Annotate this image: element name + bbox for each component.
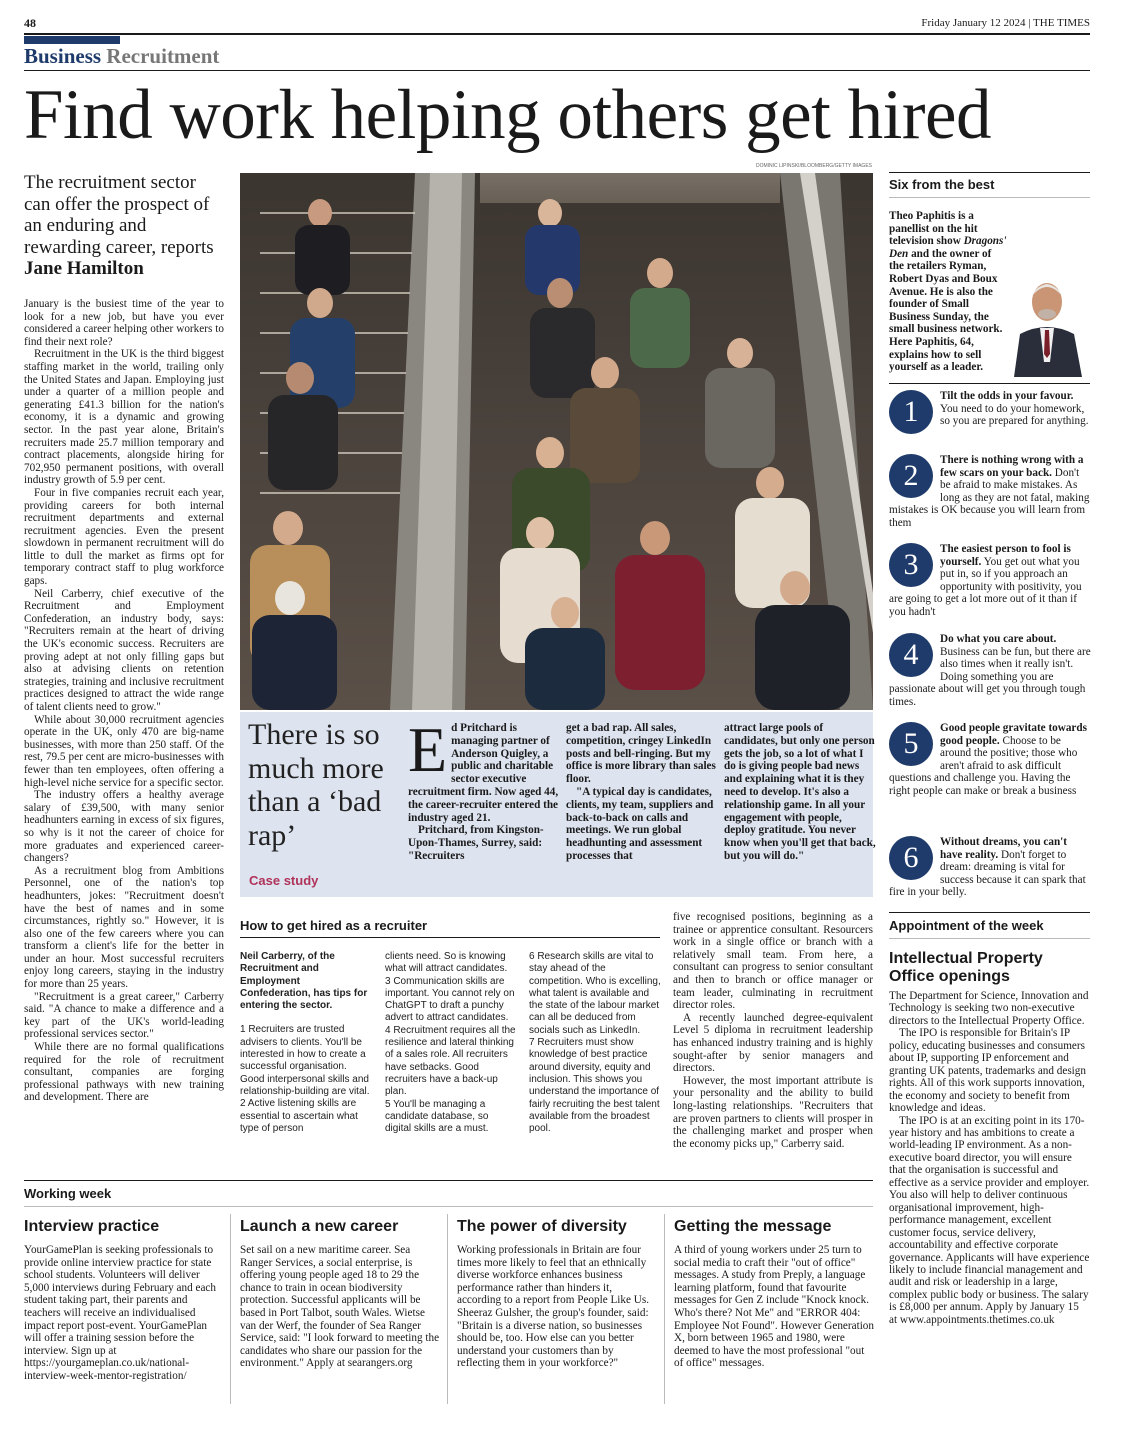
how-to-tip: 1 Recruiters are trusted advisers to clients. You'll be interested in how to create a successful organisation. Good interpersonal skills and relationship-building are vital. <box>240 1024 370 1097</box>
tip-5 <box>889 722 1091 798</box>
appointment-heading: Intellectual Property Office openings <box>889 950 1043 985</box>
six-best-intro-b: and the owner of the retailers Ryman, Robert Dyas and Boux Avenue. He is also the founder of Small Business Sunday, the small business network. Here Paphitis, 64, explains how to sell yourself as a leader. <box>889 247 1003 374</box>
top-rule <box>24 33 1090 35</box>
dateline: Friday January 12 2024 | THE TIMES <box>921 17 1090 29</box>
headline: Find work helping others get hired <box>24 76 991 154</box>
tip-heading: Tilt the odds in your favour. <box>940 390 1074 402</box>
case-study-paragraph: d Pritchard is managing partner of Anderson Quigley, a public and charitable sector executive recruitment firm. Now aged 44, the career-recruiter entered the industry aged 21. <box>408 722 559 824</box>
tip-number-badge: 3 <box>889 543 933 587</box>
article-paragraph: Neil Carberry, chief executive of the Recruitment and Employment Confederation, an industry body, says: "Recruiters remain at the heart of driving the UK's economic success. Recruiters are proving adept at not only filling gaps but also at advising clients on retention strategies, training and inclusive recruitment practices designed to attract the wide range of talent clients need to grow." <box>24 587 224 713</box>
photo-credit: DOMINIC LIPINSKI/BLOOMBERG/GETTY IMAGES <box>755 163 872 169</box>
appointment-paragraph: The IPO is at an exciting point in its 170-year history and has ambitions to create a world-leading IP environment. As a non-executive board director, you will ensure that the organisation is successful and effective as a service provider and employer. You also will help to deliver continuous organisational improvement, high-performance management, excellent customer focus, service delivery, accountability and effective corporate governance. Applicants will have experience likely to include financial management and audit and risk or leadership in a large, complex public body or business. The salary is £8,000 per annum. Apply by January 15 <box>889 1114 1090 1314</box>
how-to-tip: 3 Communication skills are important. You cannot rely on ChatGPT to draft a punchy advert to attract candidates. <box>385 975 515 1024</box>
standfirst-text: The recruitment sector can offer the prospect of an enduring and rewarding career, reports <box>24 172 214 258</box>
tip-text: Don't be afraid to make mistakes. As long as they are not fatal, making mistakes is OK because you will learn from them <box>889 466 1090 529</box>
case-study-paragraph: get a bad rap. All sales, competition, cringey LinkedIn posts and bell-ringing. But my office is more library than sales floor. <box>566 722 716 786</box>
working-week-heading: Interview practice <box>24 1218 160 1235</box>
how-to-tip: 4 Recruitment requires all the resilience and lateral thinking of a sales role. All recruiters have setbacks. Good recruiters have a back-up plan. <box>385 1024 516 1098</box>
how-to-tip: 5 You'll be managing a candidate database, so digital skills are a must. <box>385 1098 489 1135</box>
working-week-title: Working week <box>24 1186 112 1201</box>
tip-text: You need to do your homework, so you are prepared for anything. <box>940 402 1089 428</box>
case-study-column-3 <box>724 722 876 863</box>
tip-number-badge: 4 <box>889 633 933 677</box>
page-number: 48 <box>24 16 36 30</box>
sidebar-rule <box>889 383 1090 384</box>
how-to-intro: Neil Carberry, of the Recruitment and Employment Confederation, has tips for entering the sector. <box>240 951 368 1012</box>
working-week-rule <box>24 1180 873 1181</box>
article-paragraph: January is the busiest time of the year to look for a new job, but have you ever considered a career helping other workers to find their next role? <box>24 298 224 348</box>
how-to-rule <box>240 937 660 938</box>
case-study-paragraph: attract large pools of candidates, but only one person gets the job, so a lot of what I do is giving people bad news and explaining what it is they need to develop. It's also a relationship game. In all your engagement with people, deploy gratitude. You never know when you'll get that back, but you will do." <box>724 722 876 862</box>
tip-2 <box>889 454 1091 530</box>
article-paragraph: A recently launched degree-equivalent Level 5 diploma in recruitment leadership has enhanced industry training and is highly sought-after by senior managers and directors. <box>673 1011 873 1075</box>
byline: Jane Hamilton <box>24 258 144 279</box>
case-study-column-2 <box>566 722 718 863</box>
tip-text: You get out what you put in, so if you approach an opportunity with positivity, you are going to get a lot more out of it than if you hadn't <box>889 555 1082 618</box>
standfirst <box>24 172 224 280</box>
article-paragraph: The industry offers a healthy average salary of £39,500, with many senior headhunters earning in excess of six figures, so why is it not the career of choice for more graduates and experienced career-changers? <box>24 789 224 865</box>
working-week-heading: Launch a new career <box>240 1218 399 1235</box>
appointment-body <box>889 990 1090 1326</box>
section-name: Business <box>24 44 102 68</box>
tip-6 <box>889 836 1091 899</box>
six-best-title: Six from the best <box>889 177 995 192</box>
tip-number-badge: 6 <box>889 836 933 880</box>
working-week-text: Working professionals in Britain are four times more likely to feel that an ethnically diverse workforce enhances business performance rather than hinders it, according to a report from People Like Us. Sheeraz Gulsher, the group's founder, said: "Britain is a diverse nation, so businesses should be, too. How else can you better understand your customers than by reflecting them in your workforce?" <box>457 1244 649 1370</box>
how-to-column-3 <box>529 951 661 1135</box>
tip-3 <box>889 543 1091 619</box>
how-to-tip: 6 Research skills are vital to stay ahead of the competition. Who is excelling, what talent is available and the state of the labour market can all be deduced from socials such as LinkedIn. <box>529 951 661 1036</box>
tip-number-badge: 5 <box>889 722 933 766</box>
sidebar-rule <box>889 172 1090 173</box>
how-to-tip: 7 Recruiters must show knowledge of best practice around diversity, equity and inclusion. This shows you understand the importance of fairly recruiting the best talent available from the broadest pool. <box>529 1037 660 1135</box>
portrait-illustration <box>1006 262 1088 377</box>
tip-text: Don't forget to dream: dreaming is vital for success because it can spark that fire in your belly. <box>889 848 1086 899</box>
column-divider <box>230 1214 231 1404</box>
section-rule <box>24 70 1090 71</box>
section-header <box>24 44 219 69</box>
section-tab <box>24 36 120 44</box>
subsection-name: Recruitment <box>106 44 220 68</box>
tip-heading: Do what you care about. <box>940 633 1057 645</box>
case-study-paragraph: Pritchard, from Kingston-Upon-Thames, Surrey, said: "Recruiters <box>408 824 544 862</box>
how-to-tip: clients need. So is knowing what will attract candidates. <box>385 951 508 975</box>
appointment-subrule <box>889 938 1090 939</box>
column-divider <box>664 1214 665 1404</box>
tip-4 <box>889 633 1091 709</box>
working-week-text: YourGamePlan is seeking professionals to provide online interview practice for state school students. Volunteers will deliver 5,000 interviews during February and each student taking part, their parents and teachers will receive an individualised impact report post-event. YourGamePlan will offer a training session before the interview. Sign up at https://yourgameplan.co.uk/national-interview-week-mentor-registration/ <box>24 1244 216 1382</box>
article-paragraph: However, the most important attribute is your personality and the ability to build long-lasting relationships. "Recruiters that are proven partners to clients will prosper in the challenging market and prosper when the economy picks up," Carberry said. <box>673 1074 873 1150</box>
appointment-title: Appointment of the week <box>889 918 1044 933</box>
drop-cap: E <box>408 714 448 785</box>
article-paragraph: While there are no formal qualifications required for the role of recruitment consultant, companies are forging professional pathways with new training and development. There are <box>24 1041 224 1104</box>
tip-text: Choose to be around the positive; those who aren't afraid to ask difficult questions and challenge you. Having the right people can make or break a business <box>889 734 1078 797</box>
case-study-pull-quote: There is so much more than a ‘bad rap’ <box>248 718 384 852</box>
tip-heading: The easiest person to fool is yourself. <box>940 543 1071 568</box>
six-best-show: Dragons' Den <box>889 235 1007 260</box>
article-paragraph: As a recruitment blog from Ambitions Personnel, one of the nation's top headhunters, jokes: "Recruitment doesn't have the best of names and in some circumstances, rightly so." However, it is also one of the few careers where you can transform a client's life for the better in under an hour. Most successful recruiters enjoy long careers, staying in the industry for more than 25 years. <box>24 864 224 991</box>
article-continuation <box>673 911 873 1181</box>
article-paragraph: five recognised positions, beginning as a trainee or apprentice consultant. Resourcers work in a single office or branch with a relatively small team. From here, a consultant can progress to senior consultant and then to branch or office manager or team leader, culminating in recruitment director roles. <box>673 911 873 1012</box>
tip-heading: Good people gravitate towards good people. <box>940 722 1087 747</box>
working-week-item <box>240 1218 440 1370</box>
article-paragraph: While about 30,000 recruitment agencies operate in the UK, only 470 are big-name businesses, with more than 250 staff. Of the rest, 79.5 per cent are micro-businesses with fewer than ten employees, often offering a high-level niche service for a specific sector. <box>24 713 224 789</box>
working-week-text: Set sail on a new maritime career. Sea Ranger Services, a social enterprise, is offering young people aged 18 to 29 the chance to train in ocean biodiversity protection. Successful applicants will be based in Port Talbot, south Wales. Wietse van der Werf, the founder of Sea Ranger Service, said: "I look forward to meeting the candidates who share our passion for the environment." Apply at searangers.org <box>240 1244 440 1370</box>
how-to-column-1 <box>240 951 372 1135</box>
tip-heading: Without dreams, you can't have reality. <box>940 836 1068 861</box>
six-best-intro <box>889 210 1007 374</box>
working-week-heading: Getting the message <box>674 1218 832 1235</box>
sidebar-subrule <box>889 197 1090 198</box>
working-week-item <box>674 1218 874 1370</box>
appointment-rule <box>889 912 1090 913</box>
column-divider <box>447 1214 448 1404</box>
article-paragraph: "Recruitment is a great career," Carberry said. "A chance to make a difference and a key part of the UK's world-leading professional services sector." <box>24 990 224 1041</box>
tip-number-badge: 1 <box>889 390 933 434</box>
article-body <box>24 298 224 1178</box>
working-week-item <box>457 1218 657 1370</box>
how-to-title: How to get hired as a recruiter <box>240 918 428 933</box>
article-paragraph: Four in five companies recruit each year, providing careers for both internal recruitment departments and external recruitment agencies. Even the present slowdown in permanent recruitment will do little to dull the market as firms opt for temporary contract staff to plug workforce gaps. <box>24 486 224 588</box>
how-to-tip: 2 Active listening skills are essential to ascertain what type of person <box>240 1098 358 1134</box>
working-week-item <box>24 1218 224 1383</box>
tip-heading: There is nothing wrong with a few scars on your back. <box>940 454 1084 479</box>
appointment-link[interactable]: at www.appointments.thetimes.co.uk <box>889 1313 1055 1326</box>
appointment-paragraph: The Department for Science, Innovation and Technology is seeking two non-executive directors to the Intellectual Property Office. <box>889 990 1089 1027</box>
case-study-label: Case study <box>249 873 319 888</box>
case-study-column-1 <box>408 714 560 863</box>
tip-1 <box>889 390 1091 436</box>
working-week-text: A third of young workers under 25 turn to social media to craft their "out of office" messages. A study from Preply, a language learning platform, found that favourite messages for Gen Z include "Knock knock. Who's there? Not Me" and "ERROR 404: Employee Not Found". However Generation X, born between 1965 and 1980, were deemed to have the most professional "out of office" messages. <box>674 1244 874 1370</box>
appointment-paragraph: The IPO is responsible for Britain's IP policy, educating businesses and consumers about IP, supporting IP enforcement and granting UK patents, trademarks and design rights. All of this work supports innovation, the economy and society to benefit from knowledge and ideas. <box>889 1027 1086 1115</box>
theo-paphitis-portrait <box>1006 262 1088 377</box>
tip-number-badge: 2 <box>889 454 933 498</box>
commuters-photo-illustration <box>240 173 873 710</box>
article-paragraph: Recruitment in the UK is the third biggest staffing market in the world, trailing only the United States and Japan. Employing just under a quarter of a million people and generating £41.3 billion for the nation's economy, it is a dynamic and growing sector. In the past year alone, Britain's recruiters made 25.7 million temporary and contract placements, alongside hiring for 702,950 permanent positions, with overall industry growth of 5.9 per cent. <box>24 348 224 487</box>
six-best-intro-a: Theo Paphitis is a panellist on the hit television show <box>889 210 978 248</box>
how-to-column-2 <box>385 951 517 1135</box>
working-week-subrule <box>24 1206 873 1207</box>
working-week-heading: The power of diversity <box>457 1218 627 1235</box>
commuters-photo <box>240 173 873 710</box>
case-study-paragraph: "A typical day is candidates, clients, my team, suppliers and back-to-back on calls and meetings. We run global headhunting and assessment processes that <box>566 785 714 862</box>
tip-text: Business can be fun, but there are also times when it really isn't. Doing something you are passionate about will get you through tough times. <box>889 645 1091 708</box>
